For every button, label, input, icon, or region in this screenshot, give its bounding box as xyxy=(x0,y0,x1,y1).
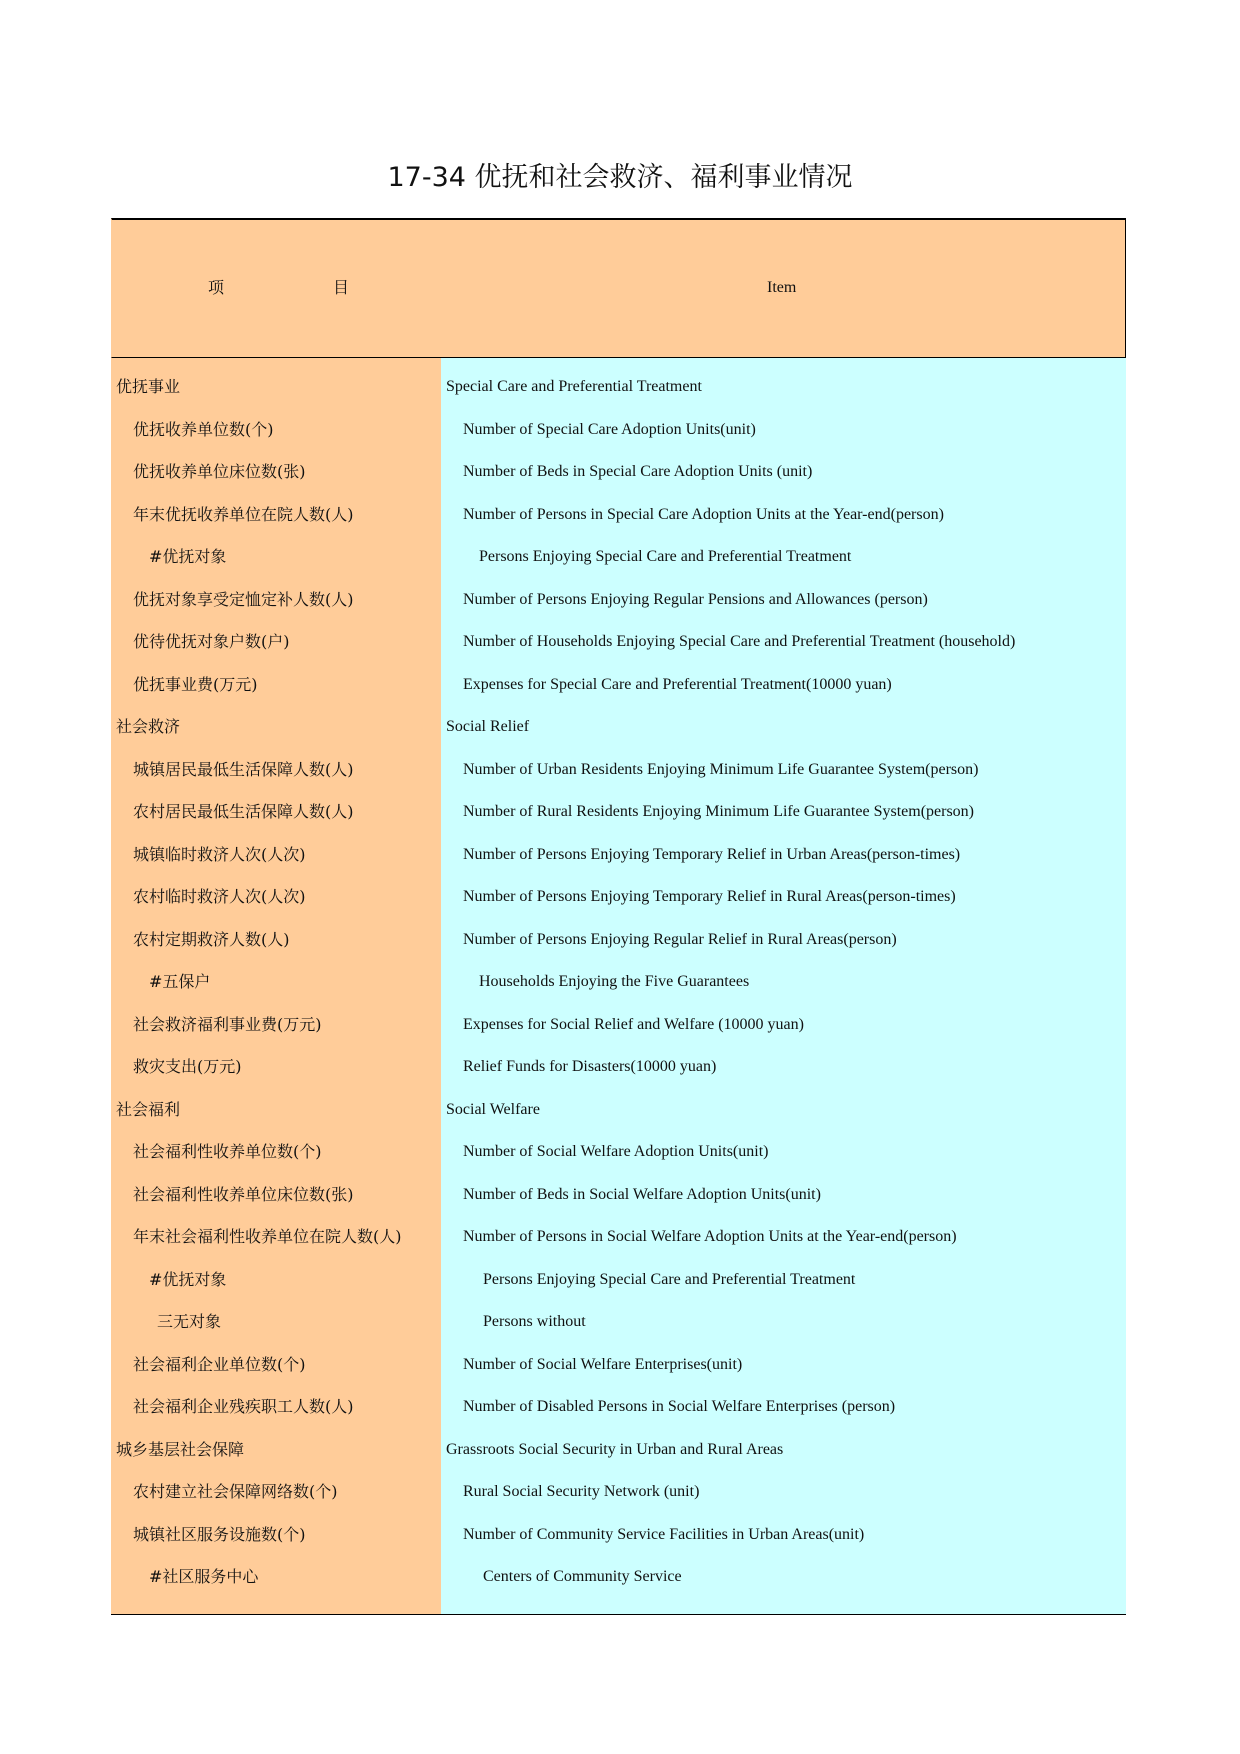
row-label-cn: #五保户 xyxy=(111,961,441,1004)
table-row xyxy=(111,1429,1126,1472)
row-label-cn: #优抚对象 xyxy=(111,1259,441,1302)
table-row xyxy=(111,1131,1126,1174)
row-label-cn: 农村居民最低生活保障人数(人) xyxy=(111,791,441,834)
header-item-cn-part1: 项 xyxy=(208,278,225,297)
row-label-en: Grassroots Social Security in Urban and Rural Areas xyxy=(441,1429,1126,1472)
table-row xyxy=(111,1471,1126,1514)
row-label-cn: 优抚事业 xyxy=(111,366,441,409)
row-label-en: Expenses for Social Relief and Welfare (10000 yuan) xyxy=(441,1004,1126,1047)
table-rows xyxy=(111,366,1126,1599)
row-label-en: Number of Persons Enjoying Regular Relief in Rural Areas(person) xyxy=(441,919,1126,962)
row-label-cn: 优抚收养单位数(个) xyxy=(111,409,441,452)
row-label-cn: 优抚事业费(万元) xyxy=(111,664,441,707)
row-label-en: Rural Social Security Network (unit) xyxy=(441,1471,1126,1514)
table-body xyxy=(111,358,1126,1615)
row-label-en: Number of Persons Enjoying Temporary Relief in Urban Areas(person-times) xyxy=(441,834,1126,877)
row-label-cn: 优待优抚对象户数(户) xyxy=(111,621,441,664)
table-row xyxy=(111,366,1126,409)
table-row xyxy=(111,749,1126,792)
table-row xyxy=(111,1216,1126,1259)
row-label-en: Number of Persons Enjoying Regular Pensions and Allowances (person) xyxy=(441,579,1126,622)
row-label-cn: 社会救济福利事业费(万元) xyxy=(111,1004,441,1047)
row-label-cn: 年末社会福利性收养单位在院人数(人) xyxy=(111,1216,441,1259)
row-label-en: Number of Beds in Social Welfare Adoption Units(unit) xyxy=(441,1174,1126,1217)
row-label-cn: #优抚对象 xyxy=(111,536,441,579)
table-row xyxy=(111,1344,1126,1387)
row-label-cn: 社会福利 xyxy=(111,1089,441,1132)
row-label-cn: 农村定期救济人数(人) xyxy=(111,919,441,962)
row-label-en: Persons Enjoying Special Care and Preferential Treatment xyxy=(441,1259,1126,1302)
row-label-en: Number of Households Enjoying Special Care and Preferential Treatment (household) xyxy=(441,621,1126,664)
row-label-cn: 城镇居民最低生活保障人数(人) xyxy=(111,749,441,792)
table-row xyxy=(111,494,1126,537)
row-label-en: Persons without xyxy=(441,1301,1126,1344)
row-label-en: Social Relief xyxy=(441,706,1126,749)
row-label-en: Number of Special Care Adoption Units(unit) xyxy=(441,409,1126,452)
row-label-cn: 救灾支出(万元) xyxy=(111,1046,441,1089)
row-label-en: Number of Community Service Facilities in Urban Areas(unit) xyxy=(441,1514,1126,1557)
table-row xyxy=(111,409,1126,452)
table-header xyxy=(111,218,1126,358)
table-bottom-padding xyxy=(111,1599,1126,1614)
row-label-en: Centers of Community Service xyxy=(441,1556,1126,1599)
row-label-en: Special Care and Preferential Treatment xyxy=(441,366,1126,409)
row-label-en: Number of Persons in Special Care Adoption Units at the Year-end(person) xyxy=(441,494,1126,537)
table-row xyxy=(111,961,1126,1004)
row-label-en: Number of Disabled Persons in Social Welfare Enterprises (person) xyxy=(441,1386,1126,1429)
row-label-cn: 社会福利企业单位数(个) xyxy=(111,1344,441,1387)
row-label-en: Persons Enjoying Special Care and Preferential Treatment xyxy=(441,536,1126,579)
row-label-cn: 城乡基层社会保障 xyxy=(111,1429,441,1472)
row-label-en: Number of Social Welfare Adoption Units(unit) xyxy=(441,1131,1126,1174)
table-row xyxy=(111,621,1126,664)
row-label-cn: 社会福利性收养单位数(个) xyxy=(111,1131,441,1174)
table-row xyxy=(111,1004,1126,1047)
table-row xyxy=(111,1174,1126,1217)
table-row xyxy=(111,1386,1126,1429)
row-label-cn: 三无对象 xyxy=(111,1301,441,1344)
table-row xyxy=(111,1514,1126,1557)
row-label-en: Number of Persons in Social Welfare Adoption Units at the Year-end(person) xyxy=(441,1216,1126,1259)
table-row xyxy=(111,451,1126,494)
table-row xyxy=(111,664,1126,707)
row-label-cn: 优抚收养单位床位数(张) xyxy=(111,451,441,494)
header-item-en: Item xyxy=(767,279,797,296)
row-label-cn: 社会福利性收养单位床位数(张) xyxy=(111,1174,441,1217)
table-top-padding xyxy=(111,358,1126,366)
table-row xyxy=(111,579,1126,622)
row-label-en: Households Enjoying the Five Guarantees xyxy=(441,961,1126,1004)
table-row xyxy=(111,876,1126,919)
row-label-cn: #社区服务中心 xyxy=(111,1556,441,1599)
row-label-cn: 社会福利企业残疾职工人数(人) xyxy=(111,1386,441,1429)
table-row xyxy=(111,791,1126,834)
table-row xyxy=(111,706,1126,749)
row-label-cn: 农村建立社会保障网络数(个) xyxy=(111,1471,441,1514)
page-title: 17-34 优抚和社会救济、福利事业情况 xyxy=(387,162,853,193)
row-label-cn: 社会救济 xyxy=(111,706,441,749)
row-label-cn: 农村临时救济人次(人次) xyxy=(111,876,441,919)
table-row xyxy=(111,1301,1126,1344)
table-row xyxy=(111,1556,1126,1599)
table-row xyxy=(111,1089,1126,1132)
row-label-en: Social Welfare xyxy=(441,1089,1126,1132)
row-label-en: Relief Funds for Disasters(10000 yuan) xyxy=(441,1046,1126,1089)
table-row xyxy=(111,919,1126,962)
row-label-en: Expenses for Special Care and Preferential Treatment(10000 yuan) xyxy=(441,664,1126,707)
row-label-cn: 优抚对象享受定恤定补人数(人) xyxy=(111,579,441,622)
table-row xyxy=(111,536,1126,579)
row-label-en: Number of Rural Residents Enjoying Minimum Life Guarantee System(person) xyxy=(441,791,1126,834)
row-label-en: Number of Beds in Special Care Adoption Units (unit) xyxy=(441,451,1126,494)
statistics-table xyxy=(111,218,1126,1615)
table-row xyxy=(111,1046,1126,1089)
row-label-en: Number of Persons Enjoying Temporary Relief in Rural Areas(person-times) xyxy=(441,876,1126,919)
row-label-cn: 城镇社区服务设施数(个) xyxy=(111,1514,441,1557)
row-label-cn: 城镇临时救济人次(人次) xyxy=(111,834,441,877)
table-row xyxy=(111,1259,1126,1302)
header-item-cn-part2: 目 xyxy=(333,278,350,297)
row-label-en: Number of Urban Residents Enjoying Minimum Life Guarantee System(person) xyxy=(441,749,1126,792)
row-label-cn: 年末优抚收养单位在院人数(人) xyxy=(111,494,441,537)
row-label-en: Number of Social Welfare Enterprises(unit) xyxy=(441,1344,1126,1387)
table-row xyxy=(111,834,1126,877)
